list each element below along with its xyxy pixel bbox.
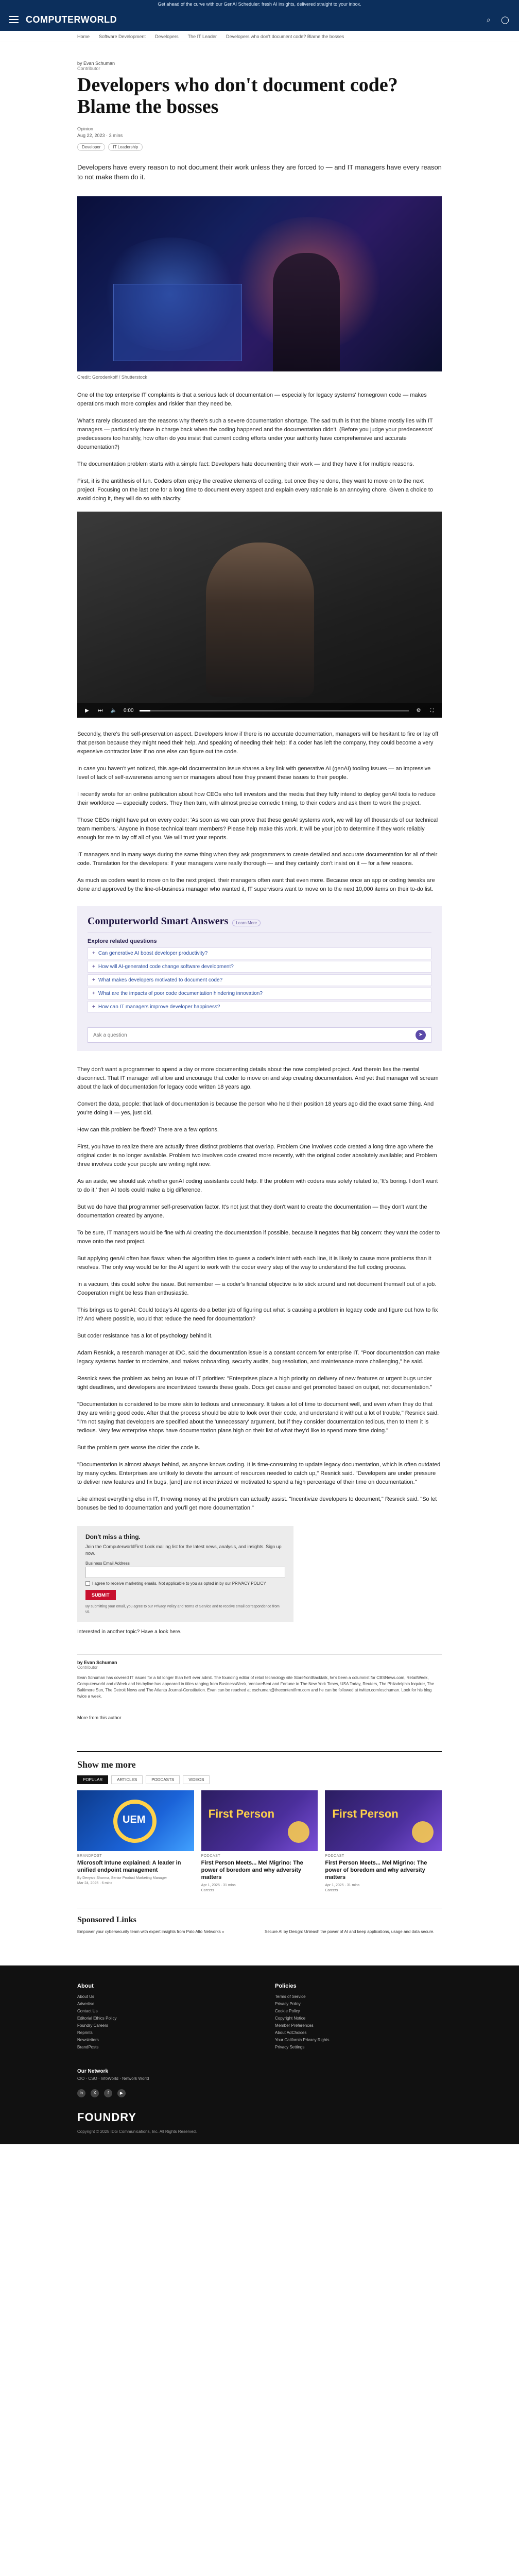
- thumbnail-label: UEM: [123, 1814, 146, 1825]
- body-section-a: [77, 391, 442, 503]
- footer-policies: [275, 1983, 442, 2051]
- card-meta: By Devyani Sharma, Senior Product Marketing Manager Mar 24, 2025 · 6 mins: [77, 1876, 167, 1885]
- interested-topic-link[interactable]: Interested in another topic? Have a look here.: [77, 1629, 182, 1635]
- card-headline[interactable]: First Person Meets... Mel Migrino: The power of boredom and why adversity matters: [325, 1860, 427, 1880]
- newsletter-title: Don't miss a thing.: [85, 1533, 141, 1540]
- smart-answers-panel: [77, 906, 442, 1051]
- related-question[interactable]: [88, 961, 431, 973]
- body-paragraph: But we do have that programmer self-preservation factor. It's not just that they don't want to create the documentation — they don't want the documentation created by anyone.: [77, 1204, 427, 1219]
- footer-network-links[interactable]: CIO · CSO · InfoWorld · Network World: [77, 2076, 149, 2081]
- article-type: Opinion: [77, 126, 94, 131]
- footer-link[interactable]: Editorial Ethics Policy: [77, 2016, 117, 2021]
- footer-policies-list: [275, 1993, 442, 2051]
- fullscreen-icon[interactable]: ⛶: [430, 707, 434, 714]
- hamburger-menu-icon[interactable]: [9, 16, 19, 23]
- footer-link[interactable]: BrandPosts: [77, 2045, 99, 2049]
- article-date: Aug 22, 2023: [77, 133, 105, 138]
- body-paragraph: Adam Resnick, a research manager at IDC, said the documentation issue is a constant concern for enterprise IT. "Poor documentation can make legacy systems harder to modernize, and makes onboarding, security audits, bug resolution, and maintenance more challenging," he said.: [77, 1350, 440, 1365]
- related-question-text: Can generative AI boost developer productivity?: [98, 951, 208, 956]
- ask-question-input[interactable]: [88, 1027, 431, 1043]
- footer-social: [77, 2089, 442, 2097]
- footer-policies-title: Policies: [275, 1983, 297, 1989]
- smart-answers-header: [88, 916, 431, 933]
- linkedin-icon[interactable]: in: [77, 2089, 85, 2097]
- user-icon[interactable]: ◯: [501, 15, 509, 24]
- show-more-card[interactable]: [201, 1790, 318, 1893]
- smart-answers-learn-more[interactable]: Learn More: [232, 920, 261, 926]
- footer-link[interactable]: Foundry Careers: [77, 2023, 109, 2028]
- hero-developer-silhouette: [273, 253, 340, 371]
- video-progress-fill: [140, 710, 150, 711]
- related-question-text: What are the impacts of poor code documentation hindering innovation?: [98, 991, 263, 996]
- footer-link[interactable]: Your California Privacy Rights: [275, 2038, 330, 2042]
- plus-icon: +: [92, 991, 95, 996]
- tag-it-leadership[interactable]: IT Leadership: [108, 143, 143, 151]
- body-paragraph: But applying genAI often has flaws: when the algorithm tries to guess a coder's intent with each line, it is likely to cause more problems than it resolves. The only way would be for the AI agent to work with the coder every step of the way to understand the full coding process.: [77, 1256, 431, 1270]
- body-paragraph: Like almost everything else in IT, throwing money at the problem can actually assist. "Incentivize developers to document," Resnick said. "So let bonuses be tied to documentation and you'll get more documentation.": [77, 1496, 437, 1511]
- site-logo[interactable]: COMPUTERWORLD: [26, 14, 117, 25]
- article-tags: [77, 143, 442, 151]
- thumbnail-portrait-shape: [412, 1821, 434, 1843]
- show-more-card[interactable]: [77, 1790, 194, 1893]
- video-controls: [77, 703, 442, 718]
- article-meta: Opinion Aug 22, 2023 · 3 mins: [77, 126, 442, 139]
- foundry-logo[interactable]: FOUNDRY: [77, 2111, 136, 2124]
- body-paragraph: As an aside, we should ask whether genAI coding assistants could help. If the problem with coders was solely related to, 'It's boring. I don't want to do it,' then AI tools could make a big difference.: [77, 1178, 438, 1193]
- footer-about-title: About: [77, 1983, 94, 1989]
- top-banner[interactable]: Get ahead of the curve with our GenAI Scheduler: fresh AI insights, delivered straight to your inbox.: [0, 0, 519, 8]
- sponsored-title: Sponsored Links: [77, 1916, 136, 1924]
- sponsored-link[interactable]: Secure AI by Design: Unleash the power of AI and keep applications, usage and data secure.: [265, 1929, 435, 1934]
- plus-icon: +: [92, 977, 95, 983]
- card-type: PODCAST: [201, 1854, 221, 1858]
- breadcrumb-current: Developers who don't document code? Blame the bosses: [226, 33, 344, 39]
- plus-icon: +: [92, 1004, 95, 1010]
- sponsored-link[interactable]: Empower your cybersecurity team with expert insights from Palo Alto Networks »: [77, 1929, 224, 1934]
- video-progress-bar[interactable]: [140, 710, 409, 711]
- footer-network-title: Our Network: [77, 2069, 109, 2074]
- body-paragraph: First, you have to realize there are actually three distinct problems that overlap. Problem One involves code created a long time ago where the original coder is no longer available. Problem two involves code created more recently, with the original coder absolutely available; and Problem three involves code your people are writing right now.: [77, 1144, 437, 1167]
- footer-columns: [77, 1983, 442, 2051]
- body-paragraph: They don't want a programmer to spend a day or more documenting details about the now completed project. And therein lies the mental disconnect. That IT manager will allow and encourage that coder to move on and skip creating documentation. And yet that manager will scream about the lack of documentation for legacy code written 18 years ago.: [77, 1066, 439, 1090]
- author-block: [77, 1654, 442, 1720]
- hero-monitor: [113, 284, 242, 361]
- body-paragraph: But the problem gets worse the older the code is.: [77, 1445, 201, 1451]
- newsletter-signup: [77, 1526, 293, 1622]
- show-more-section: [77, 1751, 442, 1893]
- body-section-b: [77, 730, 442, 894]
- smart-answers-subtitle: Explore related questions: [88, 938, 157, 944]
- newsletter-submit-button[interactable]: SUBMIT: [85, 1590, 116, 1600]
- body-paragraph: "Documentation is considered to be more akin to tedious and unnecessary. It takes a lot of time to document well, and even when they do that they are writing good code. After that the process should be able to look over their code, and understand it without a lot of trouble," Resnick said. "I'm not saying that developers are specified about the 'unnecessary' argument, but if they consider documentation tedious, then to them it is tedious. Very few enterprise shops have documentation plans high on their list of what they'd like to spend more time doing.": [77, 1401, 439, 1434]
- footer-link[interactable]: Advertise: [77, 2002, 95, 2006]
- card-thumbnail[interactable]: [77, 1790, 194, 1851]
- ask-question-placeholder: Ask a question: [93, 1032, 127, 1038]
- body-paragraph: Resnick sees the problem as being an issue of IT priorities: "Enterprises place a high priority on delivery of new features or urgent bugs under tight deadlines, and developers are incentivized towards these goals. Docs get cause and get promoted based on output, not documentation.": [77, 1376, 432, 1391]
- related-question-text: How can IT managers improve developer happiness?: [98, 1004, 220, 1010]
- footer-link[interactable]: Copyright Notice: [275, 2016, 306, 2021]
- footer-link[interactable]: Privacy Policy: [275, 2002, 301, 2006]
- footer-about-list: [77, 1993, 244, 2051]
- card-type: BRANDPOST: [77, 1854, 102, 1858]
- body-paragraph: But coder resistance has a lot of psychology behind it.: [77, 1333, 213, 1339]
- related-question[interactable]: [88, 974, 431, 986]
- settings-icon[interactable]: ⚙: [416, 707, 421, 714]
- related-question-text: How will AI-generated code change software development?: [98, 964, 234, 970]
- footer-link[interactable]: Newsletters: [77, 2038, 99, 2042]
- footer-link[interactable]: About AdChoices: [275, 2030, 307, 2035]
- card-type: PODCAST: [325, 1854, 344, 1858]
- hero-caption: Credit: Gorodenkoff / Shutterstock: [77, 375, 147, 380]
- body-paragraph: First, it is the antithesis of fun. Coders often enjoy the creative elements of coding, but once they're done, they want to move on to the next project. Focusing on the last one for a long time to document every aspect and explain every rationale is an annoying chore. Given a choice to avoid doing it, they will do so with alacrity.: [77, 478, 433, 502]
- body-paragraph: "Documentation is almost always behind, as anyone knows coding. It is time-consuming to update legacy documentation, which is often outdated by many cycles. Enterprises are unlikely to devote the amount of resources needed to catch up," Resnick said. "Developers are under pressure to deliver new features and fix bugs, [and] are not incentivized or motivated to spend a high percentage of their time on documentation.": [77, 1462, 441, 1485]
- body-paragraph: To be sure, IT managers would be fine with AI creating the documentation if possible, because it negates that big concern: they want the coder to move onto the next project.: [77, 1230, 440, 1245]
- newsletter-email-label: Business Email Address: [85, 1561, 130, 1566]
- body-paragraph: I recently wrote for an online publication about how CEOs who tell investors and the media that they fully intend to deploy genAI tools to reduce their workforce — especially coders. They then turn, with almost precise comedic timing, to their coders and ask them to work the project.: [77, 791, 436, 806]
- footer-link[interactable]: Privacy Settings: [275, 2045, 305, 2049]
- author-bio: Evan Schuman has covered IT issues for a lot longer than he'll ever admit. The founding editor of retail technology site StorefrontBacktalk, he's been a columnist for CBSNews.com, RetailWeek, Computerworld and eWeek and his byline has appeared in titles ranging from BusinessWeek, VentureBeat and Fortune to The New York Times, USA Today, Reuters, The Philadelphia Inquirer, The Baltimore Sun, The Detroit News and The Atlanta Journal-Constitution. Evan can be reached at eschuman@thecontentfirm.com and he can be followed at twitter.com/eschuman. Look for his blog twice a week.: [77, 1675, 435, 1699]
- footer-link[interactable]: Member Preferences: [275, 2023, 314, 2028]
- video-player[interactable]: [77, 512, 442, 718]
- article-headline: Developers who don't document code? Blame the bosses: [77, 74, 398, 117]
- byline-top: [77, 61, 442, 71]
- card-meta: Apr 1, 2025 · 31 mins Careers: [201, 1884, 236, 1892]
- sponsored-links: [77, 1908, 442, 1935]
- newsletter-text: Join the ComputerworldFirst Look mailing list for the latest news, analysis, and insights. Sign up now.: [85, 1544, 282, 1556]
- byline-role: Contributor: [77, 66, 100, 71]
- more-from-author-link[interactable]: More from this author: [77, 1715, 122, 1720]
- hero-image: [77, 196, 442, 371]
- related-question[interactable]: [88, 988, 431, 999]
- volume-icon[interactable]: 🔈: [110, 707, 117, 714]
- body-paragraph: As much as coders want to move on to the next project, their managers often want that even more. Because once an app or coding tweaks are done and approved by the line-of-business manager who wanted it, IT supervisors want to move on to the next 10,000 items on their to-do list.: [77, 877, 435, 892]
- footer-link[interactable]: Cookie Policy: [275, 2009, 300, 2013]
- search-icon[interactable]: ⌕: [487, 15, 491, 24]
- video-speaker-figure: [206, 543, 314, 697]
- footer-link[interactable]: Contact Us: [77, 2009, 98, 2013]
- thumbnail-label: First Person: [208, 1807, 275, 1820]
- footer-link[interactable]: Reprints: [77, 2030, 93, 2035]
- article: [77, 42, 442, 1720]
- body-paragraph: In a vacuum, this could solve the issue. But remember — a coder's financial objective is to stick around and not document themself out of a job. Cooperation might be less than enthusiastic.: [77, 1281, 437, 1296]
- breadcrumb-it-leader[interactable]: The IT Leader: [187, 33, 217, 39]
- body-paragraph: IT managers and in many ways during the same thing when they ask programmers to create detailed and accurate documentation for all of their code. Translation for the developers: If your managers were really thorough — and they certainly don't insist on it — for a few reasons.: [77, 852, 438, 867]
- site-header: [0, 8, 519, 31]
- smart-answers-title: Computerworld Smart Answers: [88, 916, 229, 927]
- related-question[interactable]: [88, 1001, 431, 1013]
- skip-icon[interactable]: ⏭: [98, 707, 103, 714]
- play-icon[interactable]: ▶: [85, 707, 89, 714]
- card-thumbnail[interactable]: [325, 1790, 442, 1851]
- newsletter-consent[interactable]: [85, 1581, 285, 1586]
- show-more-card[interactable]: [325, 1790, 442, 1893]
- body-section-c: [77, 1065, 442, 1513]
- body-paragraph: One of the top enterprise IT complaints is that a serious lack of documentation — especially for legacy systems' homegrown code — makes operations much more complex and riskier than they need be.: [77, 392, 427, 407]
- newsletter-email-input[interactable]: [85, 1567, 285, 1578]
- show-more-tabs: [77, 1775, 442, 1784]
- author-role: Contributor: [77, 1665, 98, 1670]
- tag-developer[interactable]: Developer: [77, 143, 105, 151]
- breadcrumb-home[interactable]: Home: [77, 33, 90, 39]
- card-headline[interactable]: Microsoft Intune explained: A leader in unified endpoint management: [77, 1860, 181, 1873]
- youtube-icon[interactable]: ▶: [117, 2089, 126, 2097]
- card-meta: Apr 1, 2025 · 31 mins Careers: [325, 1884, 360, 1892]
- tab-popular[interactable]: POPULAR: [77, 1775, 108, 1784]
- copyright-text: Copyright © 2025 IDG Communications, Inc. All Rights Reserved.: [77, 2129, 197, 2134]
- body-paragraph: The documentation problem starts with a simple fact: Developers hate documenting their work — and they have it for multiple reasons.: [77, 461, 414, 467]
- newsletter-checkbox[interactable]: [85, 1581, 90, 1586]
- byline-author[interactable]: by Evan Schuman: [77, 61, 115, 66]
- footer-about: [77, 1983, 244, 2051]
- related-question-text: What makes developers motivated to document code?: [98, 977, 223, 983]
- body-paragraph: Those CEOs might have put on every coder: 'As soon as we can prove that these genAI systems work, we will lay off thousands of our technical team members.' Anyone in those technical team members? Please help make this work. It will be your job to determine if they work reliably enough for me to lay off all of you. We will trust your reports.: [77, 817, 438, 841]
- breadcrumb-software-development[interactable]: Software Development: [99, 33, 146, 39]
- show-more-title: Show me more: [77, 1759, 136, 1770]
- footer-link[interactable]: About Us: [77, 1994, 94, 1999]
- article-read-time: 3 mins: [109, 133, 123, 138]
- card-headline[interactable]: First Person Meets... Mel Migrino: The power of boredom and why adversity matters: [201, 1860, 303, 1880]
- body-paragraph: This brings us to genAI: Could today's AI agents do a better job of figuring out what is causing a problem in legacy code and figure out how to fix it? And where possible, would that reduce the need for documentation?: [77, 1307, 438, 1322]
- thumbnail-portrait-shape: [288, 1821, 309, 1843]
- article-deck: Developers have every reason to not document their work unless they are forced to — and IT managers have every reason to not make them do it.: [77, 163, 442, 181]
- plus-icon: +: [92, 964, 95, 970]
- facebook-icon[interactable]: f: [104, 2089, 112, 2097]
- newsletter-consent-text: I agree to receive marketing emails. Not applicable to you as opted in by our PRIVACY POLICY: [92, 1581, 266, 1586]
- related-question[interactable]: [88, 947, 431, 959]
- author-name[interactable]: by Evan Schuman: [77, 1660, 117, 1665]
- site-footer: [0, 1965, 519, 2144]
- body-paragraph: In case you haven't yet noticed, this age-old documentation issue shares a key link with generative AI (genAI) tooling issues — an impressive level of lack of self-awareness among senior managers about how they present these issues to their people.: [77, 766, 431, 781]
- send-arrow-icon[interactable]: ➤: [416, 1030, 426, 1040]
- video-time: 0:00: [124, 707, 134, 714]
- breadcrumb: [0, 31, 519, 42]
- breadcrumb-developers[interactable]: Developers: [155, 33, 179, 39]
- tab-articles[interactable]: ARTICLES: [111, 1775, 143, 1784]
- show-more-cards: [77, 1790, 442, 1893]
- tab-videos[interactable]: VIDEOS: [183, 1775, 210, 1784]
- newsletter-legal: By submitting your email, you agree to our Privacy Policy and Terms of Service and to receive email correspondence from us.: [85, 1605, 280, 1614]
- tab-podcasts[interactable]: PODCASTS: [146, 1775, 180, 1784]
- card-thumbnail[interactable]: [201, 1790, 318, 1851]
- thumbnail-label: First Person: [332, 1807, 399, 1820]
- sponsored-row: [77, 1929, 442, 1935]
- body-paragraph: What's rarely discussed are the reasons why there's such a severe documentation shortage. The sad truth is that the blame mostly lies with IT managers — particularly those in charge back when the coding happened and the documentation didn't. (Before you judge your predecessors' predecessors too harshly, how often do you insist that current coding efforts under your authority have comprehensive and accurate documentation?): [77, 418, 434, 450]
- body-paragraph: Secondly, there's the self-preservation aspect. Developers know if there is no accurate documentation, managers will be hesitant to fire or lay off that person because they might need their help. And speaking of needing their help: If a coder has left the company, they could become a very expensive contractor later if no one else can figure out the code.: [77, 731, 439, 755]
- plus-icon: +: [92, 951, 95, 956]
- body-paragraph: Convert the data, people: that lack of documentation is because the person who held their position 18 years ago did the exact same thing. And you're doing it — yes, just did.: [77, 1101, 434, 1116]
- x-icon[interactable]: X: [91, 2089, 99, 2097]
- footer-link[interactable]: Terms of Service: [275, 1994, 306, 1999]
- body-paragraph: How can this problem be fixed? There are a few options.: [77, 1127, 219, 1133]
